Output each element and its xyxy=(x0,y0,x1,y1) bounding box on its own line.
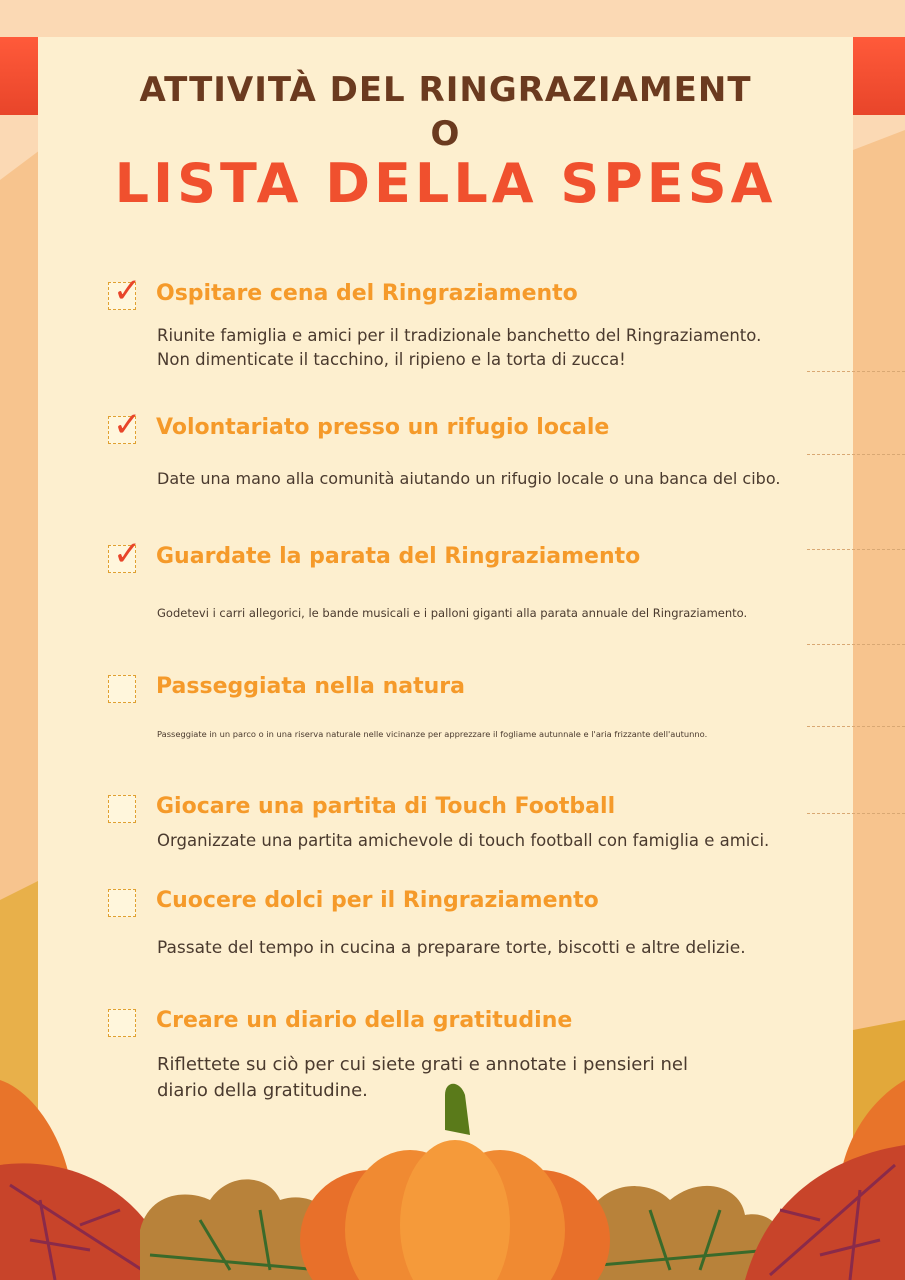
item-title: Passeggiata nella natura xyxy=(156,674,465,699)
page-subtitle: LISTA DELLA SPESA xyxy=(114,152,777,215)
item-description xyxy=(157,467,780,491)
autumn-leaf-illustration xyxy=(745,1145,905,1280)
autumn-leaves-illustration xyxy=(0,1060,905,1280)
item-description xyxy=(157,829,769,853)
checkbox[interactable] xyxy=(108,405,142,445)
item-description xyxy=(157,324,761,372)
checkmark-icon: ✓ xyxy=(113,405,142,445)
item-title: Guardate la parata del Ringraziamento xyxy=(156,544,641,569)
item-description-line: Riflettete su ciò per cui siete grati e annotate i pensieri nel xyxy=(157,1054,688,1075)
title-line1: ATTIVITÀ DEL RINGRAZIAMENT xyxy=(139,70,752,110)
item-description-line: Godetevi i carri allegorici, le bande musicali e i palloni giganti alla parata annuale del Ringraziamento. xyxy=(157,606,748,620)
item-description-line: Non dimenticate il tacchino, il ripieno e la torta di zucca! xyxy=(157,350,626,369)
item-description xyxy=(157,604,747,622)
item-description-line: Riunite famiglia e amici per il tradizionale banchetto del Ringraziamento. xyxy=(157,326,762,345)
item-title: Ospitare cena del Ringraziamento xyxy=(156,281,578,306)
divider xyxy=(807,726,905,727)
item-description-line: Passate del tempo in cucina a preparare torte, biscotti e altre delizie. xyxy=(157,938,746,958)
checkmark-icon: ✓ xyxy=(113,271,142,311)
item-title: Creare un diario della gratitudine xyxy=(156,1008,573,1033)
divider xyxy=(807,371,905,372)
page-title xyxy=(38,68,853,156)
item-description-line: diario della gratitudine. xyxy=(157,1080,368,1101)
checkbox[interactable] xyxy=(108,271,142,311)
item-title: Cuocere dolci per il Ringraziamento xyxy=(156,888,599,913)
item-description xyxy=(157,727,707,741)
checkmark-icon: ✓ xyxy=(113,534,142,574)
item-description-line: Passeggiate in un parco o in una riserva naturale nelle vicinanze per apprezzare il fogliame autunnale e l'aria frizzante dell'autunno. xyxy=(157,729,708,739)
divider xyxy=(807,813,905,814)
title-line2: O xyxy=(430,114,461,154)
ribbon-right xyxy=(853,37,905,115)
divider xyxy=(807,549,905,550)
item-description xyxy=(157,935,746,961)
checkbox[interactable] xyxy=(108,534,142,574)
checkbox[interactable] xyxy=(108,795,136,823)
item-title: Giocare una partita di Touch Football xyxy=(156,794,616,819)
item-title: Volontariato presso un rifugio locale xyxy=(156,415,610,440)
divider xyxy=(807,454,905,455)
pumpkin-illustration xyxy=(300,1084,610,1280)
checkbox[interactable] xyxy=(108,1009,136,1037)
item-description-line: Organizzate una partita amichevole di touch football con famiglia e amici. xyxy=(157,831,770,850)
checkbox[interactable] xyxy=(108,675,136,703)
item-description-line: Date una mano alla comunità aiutando un rifugio locale o una banca del cibo. xyxy=(157,469,781,488)
divider xyxy=(807,644,905,645)
ribbon-left xyxy=(0,37,38,115)
checkbox[interactable] xyxy=(108,889,136,917)
